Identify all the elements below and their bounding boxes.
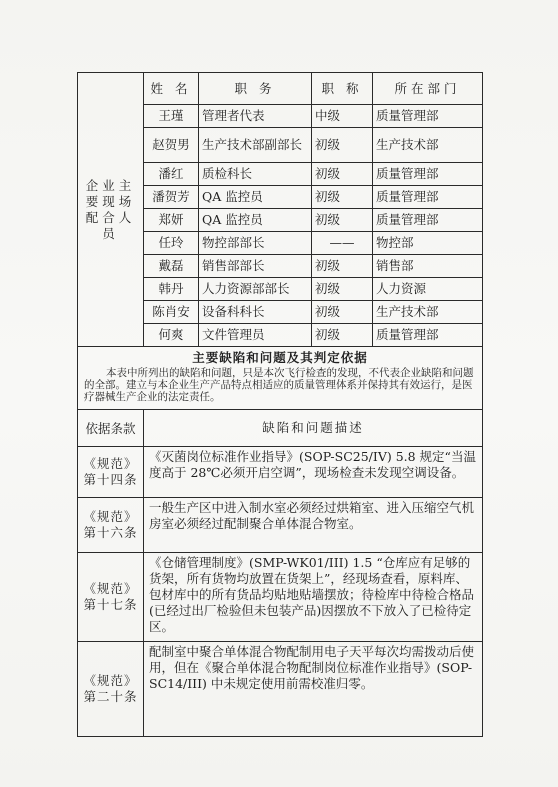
header-department: 所在部门 (373, 73, 483, 105)
staff-department: 人力资源 (373, 278, 483, 301)
staff-name: 韩丹 (144, 278, 199, 301)
staff-title: 初级 (312, 163, 373, 186)
staff-title: 中级 (312, 105, 373, 128)
staff-position: 人力资源部部长 (199, 278, 312, 301)
staff-position: 生产技术部副部长 (199, 128, 312, 163)
staff-position: 物控部部长 (199, 232, 312, 255)
staff-title: 初级 (312, 128, 373, 163)
staff-department: 质量管理部 (373, 186, 483, 209)
staff-department: 质量管理部 (373, 163, 483, 186)
finding-row (78, 642, 483, 737)
finding-description: 一般生产区中进入制水室必须经过烘箱室、进入压缩空气机房室必须经过配制聚合单体混合物室。 (144, 498, 483, 553)
staff-position: 管理者代表 (199, 105, 312, 128)
staff-title: 初级 (312, 324, 373, 347)
staff-position: 文件管理员 (199, 324, 312, 347)
staff-name: 陈肖安 (144, 301, 199, 324)
staff-name: 戴磊 (144, 255, 199, 278)
finding-basis: 《规范》第十六条 (78, 498, 144, 553)
finding-description: 《仓储管理制度》(SMP-WK01/III) 1.5 “仓库应有足够的货架，所有货物均放置在货架上”，经现场查看，原料库、包材库中的所有货品均贴地贴墙摆放；待检库中待检合格品(已经过出厂检验但未包装产品)因摆放不下放入了已检待定区。 (144, 553, 483, 642)
finding-description: 《灭菌岗位标准作业指导》(SOP-SC25/IV) 5.8 规定“当温度高于 28℃必须开启空调”，现场检查未发现空调设备。 (144, 447, 483, 498)
staff-title: 初级 (312, 209, 373, 232)
staff-name: 任玲 (144, 232, 199, 255)
defects-section (78, 347, 483, 410)
defects-title: 主要缺陷和问题及其判定依据 (192, 350, 368, 365)
finding-basis: 《规范》第十四条 (78, 447, 144, 498)
staff-department: 质量管理部 (373, 105, 483, 128)
staff-position: QA 监控员 (199, 186, 312, 209)
header-basis: 依据条款 (78, 410, 144, 447)
header-position: 职 务 (199, 73, 312, 105)
header-title: 职 称 (312, 73, 373, 105)
staff-title: 初级 (312, 255, 373, 278)
staff-department: 物控部 (373, 232, 483, 255)
staff-name: 赵贺男 (144, 128, 199, 163)
staff-department: 质量管理部 (373, 209, 483, 232)
defects-section-row (78, 347, 483, 410)
finding-row (78, 498, 483, 553)
staff-position: 质检科长 (199, 163, 312, 186)
staff-title: 初级 (312, 278, 373, 301)
finding-row (78, 447, 483, 498)
finding-description: 配制室中聚合单体混合物配制用电子天平每次均需拨动后使用，但在《聚合单体混合物配制岗位标准作业指导》(SOP-SC14/III) 中未规定使用前需校准归零。 (144, 642, 483, 737)
defects-intro: 本表中所列出的缺陷和问题，只是本次飞行检查的发现，不代表企业缺陷和问题的全部。建立与本企业生产产品特点相适应的质量管理体系并保持其有效运行，是医疗器械生产企业的法定责任。 (84, 367, 474, 403)
staff-position: QA 监控员 (199, 209, 312, 232)
staff-title: —— (312, 232, 373, 255)
staff-header-row (78, 73, 483, 105)
staff-title: 初级 (312, 186, 373, 209)
finding-basis: 《规范》第十七条 (78, 553, 144, 642)
staff-name: 潘红 (144, 163, 199, 186)
staff-department: 质量管理部 (373, 324, 483, 347)
staff-position: 销售部部长 (199, 255, 312, 278)
staff-name: 潘贺芳 (144, 186, 199, 209)
header-name: 姓 名 (144, 73, 199, 105)
staff-name: 王瑾 (144, 105, 199, 128)
staff-name: 郑妍 (144, 209, 199, 232)
staff-department: 生产技术部 (373, 301, 483, 324)
finding-basis: 《规范》第二十条 (78, 642, 144, 737)
staff-group-label: 企业主要现场配合人员 (78, 73, 144, 347)
staff-title: 初级 (312, 301, 373, 324)
header-description: 缺陷和问题描述 (144, 410, 483, 447)
staff-department: 销售部 (373, 255, 483, 278)
staff-position: 设备科科长 (199, 301, 312, 324)
inspection-table (77, 72, 483, 737)
staff-department: 生产技术部 (373, 128, 483, 163)
findings-header-row (78, 410, 483, 447)
staff-name: 何爽 (144, 324, 199, 347)
finding-row (78, 553, 483, 642)
